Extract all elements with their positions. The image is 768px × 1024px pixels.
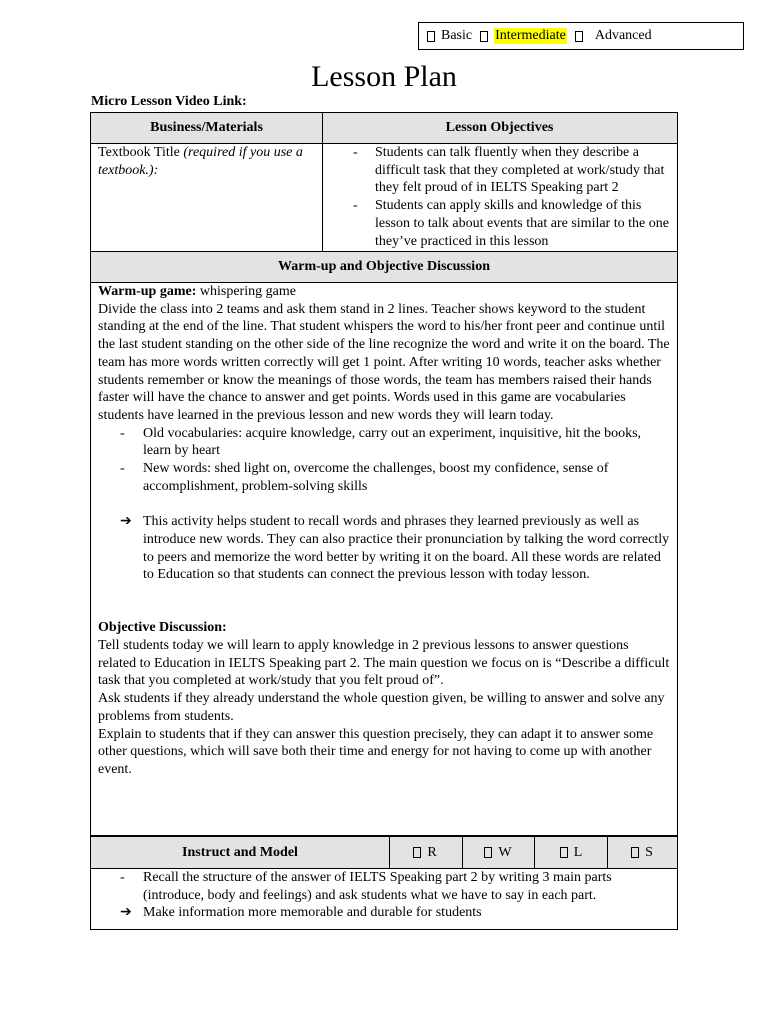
instruct-note: ➔ Make information more memorable and durable for students [120,905,482,921]
page-title: Lesson Plan [311,60,457,93]
textbook-note: (required if you use a textbook.): [98,145,303,178]
intermediate-checkbox[interactable] [480,31,488,42]
warmup-description: Divide the class into 2 teams and ask them stand in 2 lines. Teacher shows keyword to the student standing at the end of the line. That student whispers the word to his/her front peer and continue until the last student standing on the other side of the line recognize the word and write it on the board. The team has more words written correctly will get 1 point. After writing 10 words, teacher asks whether students remember or know the meanings of those words, the team has members raised their hands faster will have the chance to answer and get points. Words used in this game are vocabularies students have learned in the previous lesson and new words they will learn today. [98,301,670,423]
skill-r-checkbox[interactable] [413,847,421,858]
objective-paragraph: Tell students today we will learn to apply knowledge in 2 previous lessons to answer questions related to Education in IELTS Speaking part 2. The main question we focus on is “Describe a difficult task that you completed at work/study that you felt proud of”. [98,638,670,689]
instruct-header-row [91,837,677,868]
objective-discussion-label: Objective Discussion: [98,620,227,636]
warmup-header: Warm-up and Objective Discussion [91,252,677,282]
textbook-cell [98,144,316,179]
skill-w[interactable]: W [462,845,534,861]
lesson-table [90,112,678,930]
level-intermediate[interactable] [480,28,567,44]
arrow-icon: ➔ [120,905,132,921]
materials-objectives-row [91,144,677,251]
skill-l-checkbox[interactable] [560,847,568,858]
textbook-title-label: Textbook Title [98,145,184,160]
warmup-body [91,283,677,835]
warmup-game-name: whispering game [196,284,296,299]
objective-paragraph: Ask students if they already understand the whole question given, be willing to answer and solve any problems from students. [98,691,665,724]
objective-item: - Students can apply skills and knowledge of this lesson to talk about events that are similar to the one they’ve practiced in this lesson [353,198,669,249]
materials-objectives-header [91,113,677,143]
skill-l[interactable]: L [535,845,607,861]
warmup-game-label: Warm-up game: [98,284,197,299]
vocab-item: - Old vocabularies: acquire knowledge, carry out an experiment, inquisitive, hit the books, learn by heart [120,425,642,459]
col-business-materials-header: Business/Materials [150,120,263,135]
instruct-body [91,869,677,929]
basic-checkbox[interactable] [427,31,435,42]
col-lesson-objectives-header: Lesson Objectives [445,120,554,135]
level-advanced-label: Advanced [594,28,652,43]
activity-note: ➔ This activity helps student to recall words and phrases they learned previously as well as introduce new words. They can also practice their pronunciation by talking the word correctly to peers and memorize the word better by writing it on the board. All these words are related to Education so that students can connect the previous lesson with today lesson. [120,514,670,583]
objective-item: - Students can talk fluently when they describe a difficult task that they completed at work/study that they felt proud of in IELTS Speaking part 2 [353,145,665,196]
level-selector [418,22,744,50]
skill-w-checkbox[interactable] [484,847,492,858]
objectives-cell [329,144,669,250]
arrow-icon: ➔ [120,514,132,530]
level-basic[interactable] [427,28,472,44]
level-basic-label: Basic [441,28,473,43]
objective-paragraph: Explain to students that if they can answer this question precisely, they can adapt it to answer some other questions, which will save both their time and energy for not having to come up with another event. [98,726,654,777]
video-link-label: Micro Lesson Video Link: [91,94,247,109]
skill-s-checkbox[interactable] [631,847,639,858]
vocab-item: - New words: shed light on, overcome the challenges, boost my confidence, sense of accomplishment, problem-solving skills [120,461,609,494]
level-intermediate-label: Intermediate [495,28,566,43]
level-advanced[interactable] [575,28,652,44]
advanced-checkbox[interactable] [575,31,583,42]
skill-s[interactable]: S [607,845,677,861]
skill-r[interactable]: R [389,845,461,861]
instruct-item: - Recall the structure of the answer of IELTS Speaking part 2 by writing 3 main parts (introduce, body and feelings) and ask students what we have to say in each part. [120,870,612,903]
warmup-game-line [98,283,670,301]
instruct-header: Instruct and Model [182,844,298,860]
